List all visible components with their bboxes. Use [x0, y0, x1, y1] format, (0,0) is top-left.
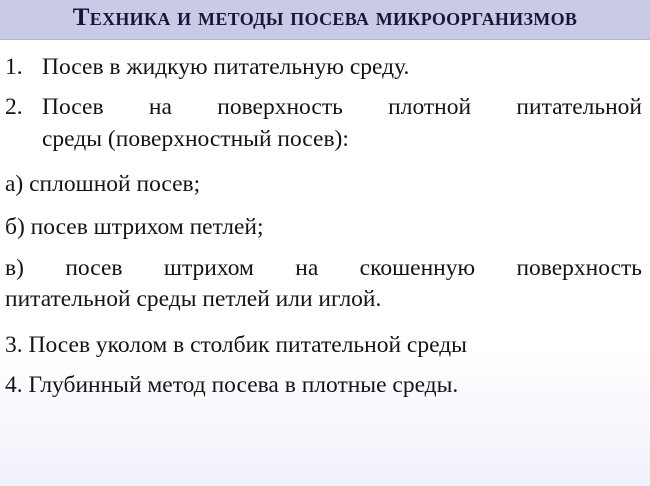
list-item-2-line-1: Посев на поверхность плотной питательной	[42, 94, 642, 120]
list-item-4: 4. Глубинный метод посева в плотные среды.	[5, 372, 459, 398]
list-item-number: 2.	[5, 94, 23, 120]
sub-item-a: а) сплошной посев;	[5, 171, 201, 197]
list-item-3: 3. Посев уколом в столбик питательной среды	[5, 332, 467, 358]
sub-item-c-line-1: в) посев штрихом на скошенную поверхность	[5, 255, 642, 281]
list-item-number: 1.	[5, 54, 23, 80]
list-item-text: Посев в жидкую питательную среду.	[42, 54, 410, 80]
sub-item-b: б) посев штрихом петлей;	[5, 214, 264, 240]
slide-title: Техника и методы посева микроорганизмов	[72, 4, 578, 31]
list-item-2-line-2: среды (поверхностный посев):	[42, 126, 349, 152]
title-bar	[0, 0, 650, 40]
sub-item-c-line-2: питательной среды петлей или иглой.	[5, 286, 382, 312]
